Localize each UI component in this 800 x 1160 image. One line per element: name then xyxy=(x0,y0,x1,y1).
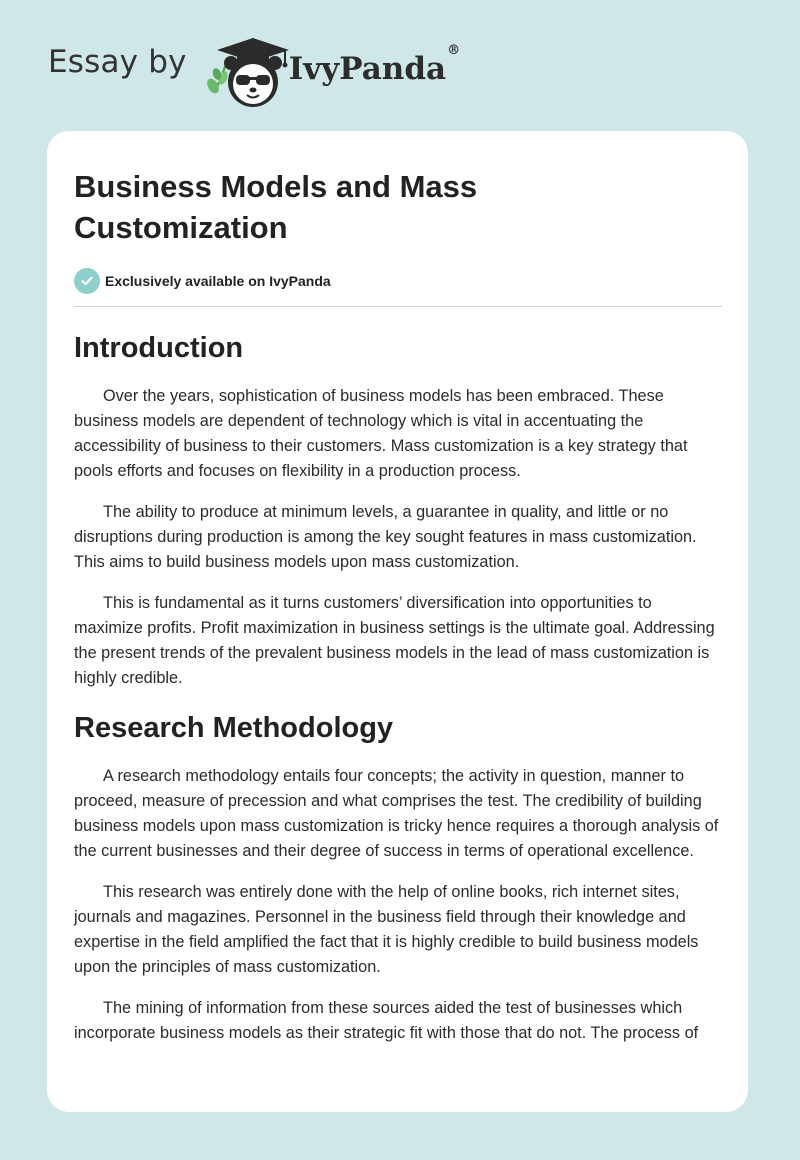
brand-text: IvyPanda xyxy=(288,51,447,87)
title-divider xyxy=(74,306,722,307)
exclusive-label: Exclusively available on IvyPanda xyxy=(105,273,331,289)
registered-mark: ® xyxy=(447,42,461,58)
paragraph: Over the years, sophistication of business models has been embraced. These business models are dependent of technology which is vital in accentuating the accessibility of business to their customers. Mass customization is a key strategy that pools efforts and focuses on flexibility in a production process. xyxy=(74,387,688,480)
exclusive-notice xyxy=(74,268,722,294)
paragraph: A research methodology entails four concepts; the activity in question, manner to proceed, measure of precession and what comprises the test. The credibility of building business models upon mass customization is tricky hence requires a thorough analysis of the current businesses and their degree of success in terms of operational excellence. xyxy=(74,767,719,860)
brand-name[interactable] xyxy=(288,42,461,87)
paragraph: This research was entirely done with the help of online books, rich internet sites, journals and magazines. Personnel in the business field through their knowledge and expertise in the field amplified the fact that it is highly credible to build business models upon the principles of mass customization. xyxy=(74,883,699,976)
essay-by-label: Essay by xyxy=(48,44,187,80)
paragraph: This is fundamental as it turns customers’ diversification into opportunities to maximize profits. Profit maximization in business settings is the ultimate goal. Addressing the present trends of the prevalent business models in the lead of mass customization is highly credible. xyxy=(74,594,715,687)
essay-card xyxy=(47,131,748,1112)
paragraph: The ability to produce at minimum levels, a guarantee in quality, and little or no disruptions during production is among the key sought features in mass customization. This aims to build business models upon mass customization. xyxy=(74,503,697,571)
panda-graduate-logo-icon[interactable] xyxy=(201,30,293,110)
section-heading-research-methodology: Research Methodology xyxy=(74,712,394,744)
essay-title: Business Models and Mass Customization xyxy=(74,169,478,245)
site-header xyxy=(48,30,460,110)
check-icon xyxy=(74,268,100,294)
section-heading-introduction: Introduction xyxy=(74,332,244,364)
paragraph: The mining of information from these sources aided the test of businesses which incorporate business models as their strategic fit with those that do not. The process of xyxy=(74,999,699,1042)
